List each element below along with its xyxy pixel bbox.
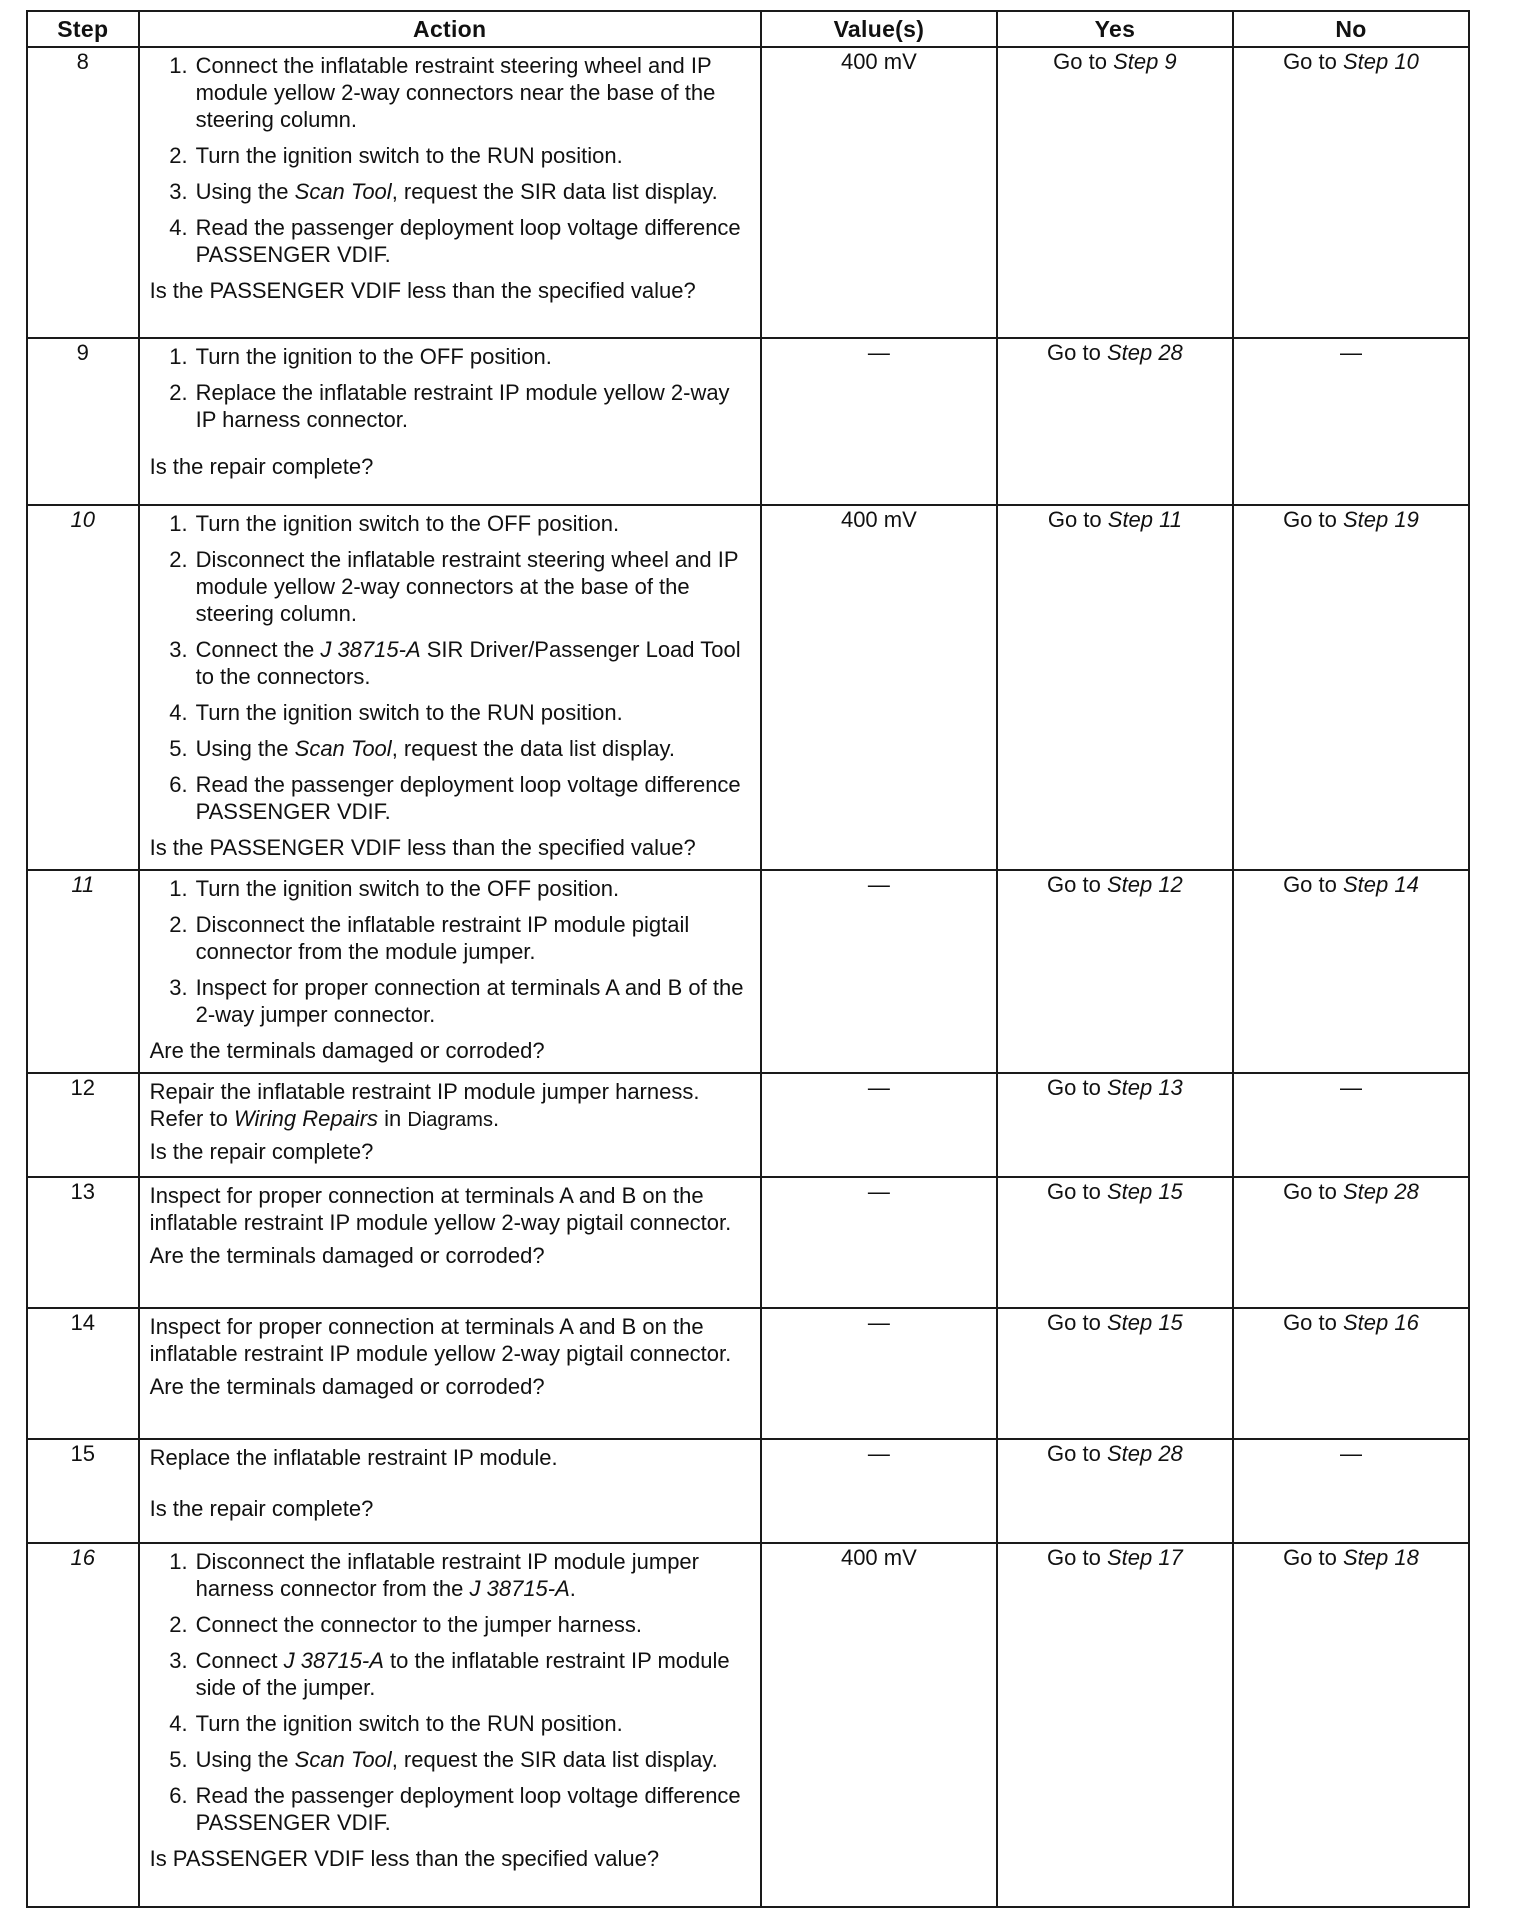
goto-link[interactable]: Go to Step 15 — [1047, 1310, 1183, 1335]
step-number: 16 — [27, 1543, 139, 1907]
action-question: Is the repair complete? — [149, 1496, 374, 1521]
no-cell — [1233, 1177, 1469, 1308]
action-question: Are the terminals damaged or corroded? — [149, 1038, 545, 1063]
action-item: 1. Turn the ignition to the OFF position. — [169, 344, 552, 369]
no-cell — [1233, 47, 1469, 338]
action-cell — [139, 870, 761, 1073]
no-cell: — — [1233, 338, 1469, 505]
action-cell — [139, 338, 761, 505]
table-row — [27, 1073, 1469, 1177]
table-row — [27, 1439, 1469, 1543]
goto-link[interactable]: Go to Step 10 — [1283, 49, 1419, 74]
action-question: Is the PASSENGER VDIF less than the specified value? — [149, 278, 696, 303]
action-item: 3. Connect the J 38715-A SIR Driver/Passenger Load Tool to the connectors. — [169, 637, 741, 689]
action-cell — [139, 1177, 761, 1308]
header-values: Value(s) — [761, 11, 997, 47]
action-paragraph: Inspect for proper connection at terminals A and B on the inflatable restraint IP module yellow 2-way pigtail connector. — [149, 1314, 732, 1366]
no-cell: — — [1233, 1073, 1469, 1177]
yes-cell — [997, 505, 1233, 870]
step-number: 8 — [27, 47, 139, 338]
action-item: 1. Turn the ignition switch to the OFF position. — [169, 511, 620, 536]
yes-cell — [997, 1308, 1233, 1439]
table-row — [27, 47, 1469, 338]
step-number: 13 — [27, 1177, 139, 1308]
action-item: 2. Disconnect the inflatable restraint IP module pigtail connector from the module jumper. — [169, 912, 690, 964]
action-item: 3. Connect J 38715-A to the inflatable restraint IP module side of the jumper. — [169, 1648, 730, 1700]
action-item: 4. Read the passenger deployment loop voltage difference PASSENGER VDIF. — [169, 215, 741, 267]
value-cell: 400 mV — [761, 1543, 997, 1907]
action-item: 2. Connect the connector to the jumper harness. — [169, 1612, 642, 1637]
action-question: Is PASSENGER VDIF less than the specified value? — [149, 1846, 660, 1871]
action-cell — [139, 505, 761, 870]
action-item: 4. Turn the ignition switch to the RUN position. — [169, 700, 623, 725]
value-cell: — — [761, 338, 997, 505]
step-number: 9 — [27, 338, 139, 505]
step-number: 15 — [27, 1439, 139, 1543]
action-cell — [139, 1308, 761, 1439]
action-paragraph: Repair the inflatable restraint IP module jumper harness. Refer to Wiring Repairs in Diagrams. — [149, 1079, 700, 1131]
action-cell — [139, 47, 761, 338]
yes-cell — [997, 870, 1233, 1073]
goto-link[interactable]: Go to Step 9 — [1053, 49, 1177, 74]
table-header-row — [27, 11, 1469, 47]
action-question: Are the terminals damaged or corroded? — [149, 1374, 545, 1399]
no-cell: — — [1233, 1439, 1469, 1543]
action-item: 5. Using the Scan Tool, request the data list display. — [169, 736, 675, 761]
action-item: 6. Read the passenger deployment loop voltage difference PASSENGER VDIF. — [169, 772, 741, 824]
goto-link[interactable]: Go to Step 14 — [1283, 872, 1419, 897]
table-row — [27, 1543, 1469, 1907]
step-number: 10 — [27, 505, 139, 870]
action-item: 1. Connect the inflatable restraint steering wheel and IP module yellow 2-way connectors near the base of the steering column. — [169, 53, 716, 132]
value-cell: — — [761, 1439, 997, 1543]
yes-cell — [997, 338, 1233, 505]
action-question: Is the repair complete? — [149, 1139, 374, 1164]
no-cell — [1233, 870, 1469, 1073]
value-cell: — — [761, 1073, 997, 1177]
no-cell — [1233, 505, 1469, 870]
header-action: Action — [139, 11, 761, 47]
action-item: 6. Read the passenger deployment loop voltage difference PASSENGER VDIF. — [169, 1783, 741, 1835]
step-number: 14 — [27, 1308, 139, 1439]
action-item: 1. Turn the ignition switch to the OFF position. — [169, 876, 620, 901]
action-item: 4. Turn the ignition switch to the RUN position. — [169, 1711, 623, 1736]
value-cell: — — [761, 1308, 997, 1439]
action-cell — [139, 1073, 761, 1177]
action-paragraph: Replace the inflatable restraint IP module. — [149, 1445, 558, 1470]
goto-link[interactable]: Go to Step 13 — [1047, 1075, 1183, 1100]
table-row — [27, 1177, 1469, 1308]
step-number: 12 — [27, 1073, 139, 1177]
header-no: No — [1233, 11, 1469, 47]
yes-cell — [997, 1073, 1233, 1177]
value-cell: — — [761, 870, 997, 1073]
goto-link[interactable]: Go to Step 28 — [1047, 340, 1183, 365]
action-item: 2. Turn the ignition switch to the RUN position. — [169, 143, 623, 168]
action-item: 1. Disconnect the inflatable restraint IP module jumper harness connector from the J 38715-A. — [169, 1549, 699, 1601]
yes-cell — [997, 1177, 1233, 1308]
goto-link[interactable]: Go to Step 16 — [1283, 1310, 1419, 1335]
value-cell: — — [761, 1177, 997, 1308]
goto-link[interactable]: Go to Step 18 — [1283, 1545, 1419, 1570]
goto-link[interactable]: Go to Step 11 — [1047, 507, 1182, 532]
table-row — [27, 338, 1469, 505]
goto-link[interactable]: Go to Step 12 — [1047, 872, 1183, 897]
action-question: Is the PASSENGER VDIF less than the specified value? — [149, 835, 696, 860]
diagnostic-table-sheet — [26, 10, 1470, 1908]
table-row — [27, 870, 1469, 1073]
table-row — [27, 1308, 1469, 1439]
no-cell — [1233, 1543, 1469, 1907]
action-paragraph: Inspect for proper connection at terminals A and B on the inflatable restraint IP module yellow 2-way pigtail connector. — [149, 1183, 732, 1235]
table-row — [27, 505, 1469, 870]
value-cell: 400 mV — [761, 505, 997, 870]
action-cell — [139, 1543, 761, 1907]
yes-cell — [997, 1543, 1233, 1907]
action-item: 2. Disconnect the inflatable restraint steering wheel and IP module yellow 2-way connectors at the base of the steering column. — [169, 547, 739, 626]
header-step: Step — [27, 11, 139, 47]
header-yes: Yes — [997, 11, 1233, 47]
goto-link[interactable]: Go to Step 19 — [1283, 507, 1419, 532]
yes-cell — [997, 47, 1233, 338]
goto-link[interactable]: Go to Step 28 — [1283, 1179, 1419, 1204]
action-item: 5. Using the Scan Tool, request the SIR data list display. — [169, 1747, 718, 1772]
action-item: 2. Replace the inflatable restraint IP module yellow 2-way IP harness connector. — [169, 380, 730, 432]
action-question: Is the repair complete? — [149, 454, 374, 479]
action-question: Are the terminals damaged or corroded? — [149, 1243, 545, 1268]
goto-link[interactable]: Go to Step 17 — [1047, 1545, 1183, 1570]
diagnostic-table — [26, 10, 1470, 1908]
action-item: 3. Inspect for proper connection at terminals A and B of the 2-way jumper connector. — [169, 975, 744, 1027]
goto-link[interactable]: Go to Step 28 — [1047, 1441, 1183, 1466]
goto-link[interactable]: Go to Step 15 — [1047, 1179, 1183, 1204]
action-cell — [139, 1439, 761, 1543]
no-cell — [1233, 1308, 1469, 1439]
value-cell: 400 mV — [761, 47, 997, 338]
action-item: 3. Using the Scan Tool, request the SIR data list display. — [169, 179, 718, 204]
yes-cell — [997, 1439, 1233, 1543]
step-number: 11 — [27, 870, 139, 1073]
